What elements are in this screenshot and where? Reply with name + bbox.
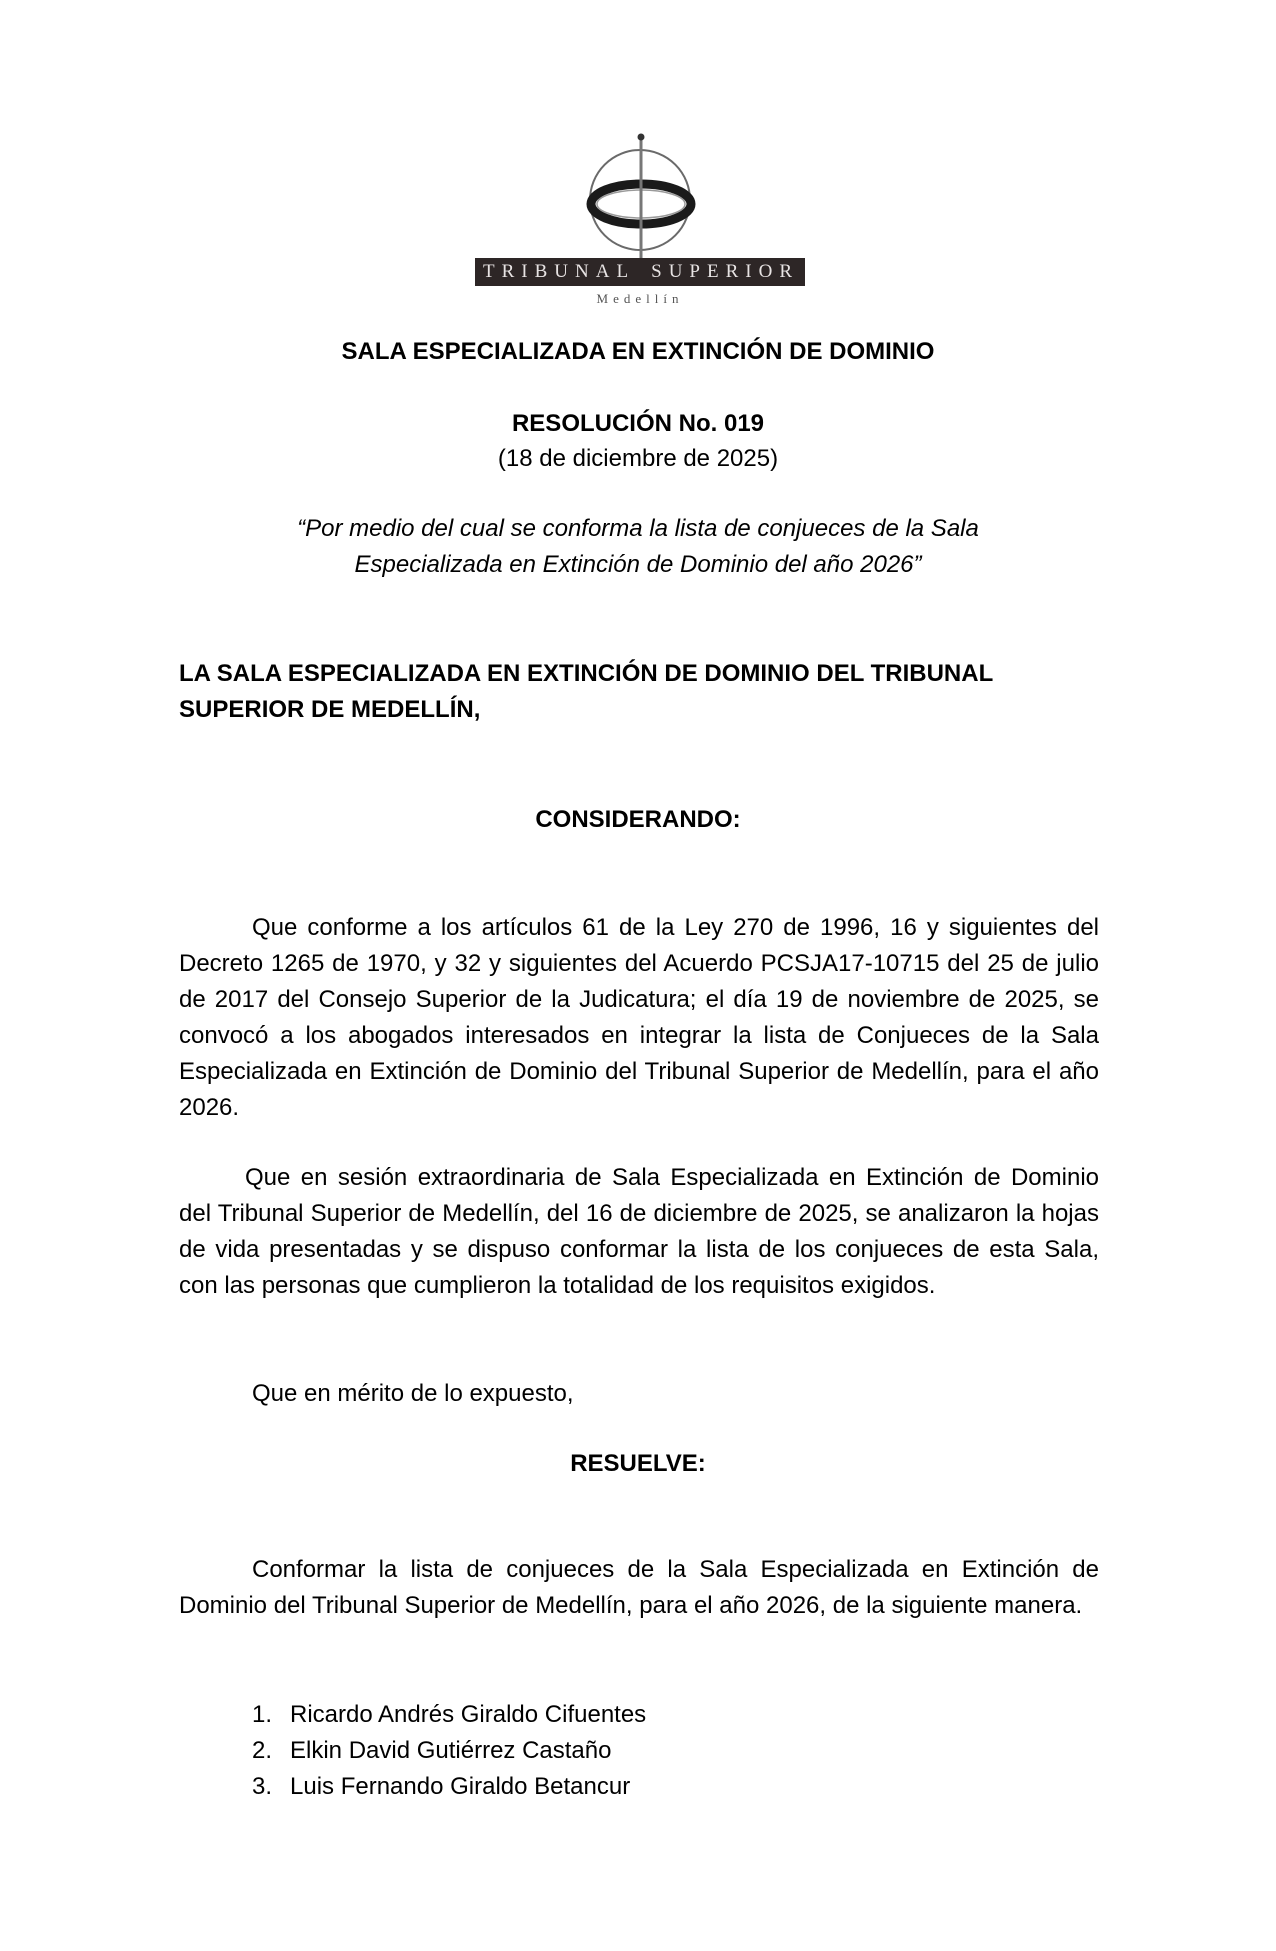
list-item (252, 1697, 646, 1733)
sala-heading: SALA ESPECIALIZADA EN EXTINCIÓN DE DOMINIO (341, 338, 935, 365)
list-number: 1. (252, 1701, 273, 1728)
conjueces-list (252, 1697, 646, 1805)
considerando-paragraph-3: Que en mérito de lo expuesto, (252, 1380, 574, 1407)
considerando-heading: CONSIDERANDO: (535, 806, 741, 833)
logo-city: Medellín (596, 291, 684, 306)
resuelve-heading: RESUELVE: (570, 1450, 706, 1477)
resolution-date: (18 de diciembre de 2025) (497, 445, 779, 472)
tribunal-logo (475, 125, 805, 310)
resolution-subject (0, 511, 1276, 583)
considerando-paragraph-2: Que en sesión extraordinaria de Sala Especializada en Extinción de Dominio del Tribunal Superior de Medellín, del 16 de diciembre de 2025, se analizaron la hojas de vida presentadas y se dispuso conformar la lista de los conjueces de esta Sala, con las personas que cumplieron la totalidad de los requisitos exigidos. (179, 1164, 1099, 1299)
conjuez-name: Elkin David Gutiérrez Castaño (290, 1737, 612, 1764)
resolution-number: RESOLUCIÓN No. 019 (511, 410, 765, 437)
conjuez-name: Luis Fernando Giraldo Betancur (290, 1773, 631, 1800)
conjuez-name: Ricardo Andrés Giraldo Cifuentes (290, 1701, 647, 1728)
list-number: 2. (252, 1737, 273, 1764)
resuelve-paragraph: Conformar la lista de conjueces de la Sala Especializada en Extinción de Dominio del Tribunal Superior de Medellín, para el año 2026, de la siguiente manera. (179, 1556, 1099, 1619)
scales-globe-icon (475, 125, 805, 265)
subject-line-1: “Por medio del cual se conforma la lista de conjueces de la Sala (297, 515, 979, 542)
considerando-paragraph-1: Que conforme a los artículos 61 de la Ley 270 de 1996, 16 y siguientes del Decreto 1265 de 1970, y 32 y siguientes del Acuerdo PCSJA17-10715 del 25 de julio de 2017 del Consejo Superior de la Judicatura; el día 19 de noviembre de 2025, se convocó a los abogados interesados en integrar la lista de Conjueces de la Sala Especializada en Extinción de Dominio del Tribunal Superior de Medellín, para el año 2026. (179, 914, 1099, 1121)
logo-word-tribunal: TRIBUNAL (483, 261, 636, 282)
logo-name-bar (475, 258, 805, 286)
subject-line-2: Especializada en Extinción de Dominio del año 2026” (354, 551, 922, 578)
list-number: 3. (252, 1773, 273, 1800)
list-item (252, 1733, 646, 1769)
list-item (252, 1769, 646, 1805)
intro-heading: LA SALA ESPECIALIZADA EN EXTINCIÓN DE DOMINIO DEL TRIBUNAL SUPERIOR DE MEDELLÍN, (179, 660, 993, 723)
logo-word-superior: SUPERIOR (651, 261, 799, 282)
